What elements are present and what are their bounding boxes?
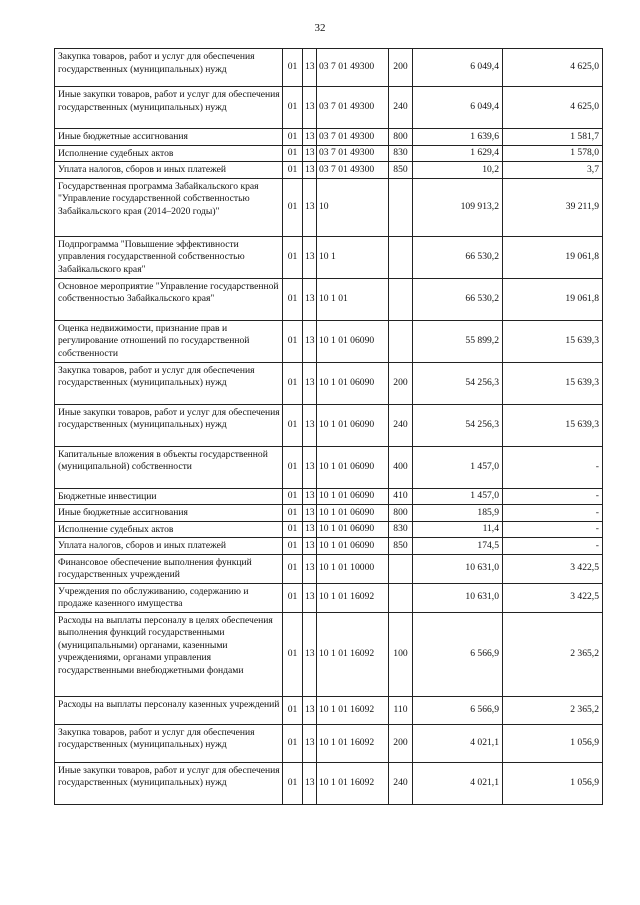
row-amount-1-cell: 6 566,9 (413, 612, 503, 696)
row-amount-2-cell: 15 639,3 (503, 320, 603, 362)
table-row (55, 538, 603, 555)
row-name-cell: Уплата налогов, сборов и иных платежей (55, 538, 283, 555)
row-amount-2-cell: - (503, 505, 603, 522)
row-amount-2-cell: 1 581,7 (503, 129, 603, 146)
row-subsection-cell: 13 (303, 320, 317, 362)
row-subsection-cell: 13 (303, 488, 317, 505)
row-amount-2-cell: 1 578,0 (503, 145, 603, 162)
row-name-cell: Бюджетные инвестиции (55, 488, 283, 505)
row-section-cell: 01 (283, 446, 303, 488)
row-amount-1-cell: 54 256,3 (413, 362, 503, 404)
table-row (55, 612, 603, 696)
row-expense-type-cell: 200 (389, 724, 413, 762)
table-row (55, 87, 603, 129)
row-section-cell: 01 (283, 362, 303, 404)
row-amount-1-cell: 185,9 (413, 505, 503, 522)
table-row (55, 49, 603, 87)
row-subsection-cell: 13 (303, 696, 317, 724)
row-target-code-cell: 10 1 01 10000 (317, 554, 389, 583)
row-amount-1-cell: 54 256,3 (413, 404, 503, 446)
row-expense-type-cell (389, 320, 413, 362)
row-name-cell: Иные бюджетные ассигнования (55, 505, 283, 522)
row-amount-2-cell: 2 365,2 (503, 612, 603, 696)
row-name-cell: Иные закупки товаров, работ и услуг для обеспечения государственных (муниципальных) нужд (55, 404, 283, 446)
row-expense-type-cell (389, 236, 413, 278)
row-subsection-cell: 13 (303, 162, 317, 179)
table-row (55, 129, 603, 146)
row-target-code-cell: 03 7 01 49300 (317, 49, 389, 87)
row-section-cell: 01 (283, 404, 303, 446)
row-target-code-cell: 10 1 (317, 236, 389, 278)
table-row (55, 236, 603, 278)
row-target-code-cell: 10 1 01 16092 (317, 696, 389, 724)
row-section-cell: 01 (283, 612, 303, 696)
row-amount-1-cell: 11,4 (413, 521, 503, 538)
row-section-cell: 01 (283, 583, 303, 612)
row-amount-2-cell: 19 061,8 (503, 278, 603, 320)
row-amount-1-cell: 4 021,1 (413, 724, 503, 762)
table-row (55, 446, 603, 488)
row-section-cell: 01 (283, 538, 303, 555)
row-name-cell: Государственная программа Забайкальского края "Управление государственной собственностью Забайкальского края (2014–2020 годы)" (55, 178, 283, 236)
row-subsection-cell: 13 (303, 178, 317, 236)
row-amount-2-cell: 15 639,3 (503, 362, 603, 404)
row-amount-2-cell: 1 056,9 (503, 762, 603, 804)
row-amount-1-cell: 6 049,4 (413, 87, 503, 129)
row-target-code-cell: 10 1 01 06090 (317, 521, 389, 538)
table-body (55, 49, 603, 805)
row-expense-type-cell: 800 (389, 505, 413, 522)
row-target-code-cell: 10 1 01 (317, 278, 389, 320)
row-subsection-cell: 13 (303, 612, 317, 696)
table-row (55, 178, 603, 236)
row-target-code-cell: 10 1 01 16092 (317, 724, 389, 762)
row-name-cell: Подпрограмма "Повышение эффективности управления государственной собственностью Забайкальского края" (55, 236, 283, 278)
row-section-cell: 01 (283, 762, 303, 804)
row-section-cell: 01 (283, 162, 303, 179)
row-section-cell: 01 (283, 278, 303, 320)
table-row (55, 145, 603, 162)
row-amount-1-cell: 174,5 (413, 538, 503, 555)
row-name-cell: Закупка товаров, работ и услуг для обеспечения государственных (муниципальных) нужд (55, 724, 283, 762)
row-target-code-cell: 10 1 01 06090 (317, 505, 389, 522)
row-amount-1-cell: 10 631,0 (413, 583, 503, 612)
row-expense-type-cell: 200 (389, 49, 413, 87)
row-amount-2-cell: 19 061,8 (503, 236, 603, 278)
row-section-cell: 01 (283, 320, 303, 362)
row-expense-type-cell (389, 583, 413, 612)
row-amount-2-cell: - (503, 538, 603, 555)
row-section-cell: 01 (283, 49, 303, 87)
row-section-cell: 01 (283, 724, 303, 762)
row-expense-type-cell: 400 (389, 446, 413, 488)
table-row (55, 583, 603, 612)
row-target-code-cell: 10 1 01 06090 (317, 362, 389, 404)
row-amount-1-cell: 55 899,2 (413, 320, 503, 362)
row-section-cell: 01 (283, 236, 303, 278)
row-subsection-cell: 13 (303, 724, 317, 762)
row-amount-1-cell: 6 566,9 (413, 696, 503, 724)
row-subsection-cell: 13 (303, 49, 317, 87)
row-expense-type-cell: 100 (389, 612, 413, 696)
row-amount-1-cell: 6 049,4 (413, 49, 503, 87)
row-name-cell: Учреждения по обслуживанию, содержанию и продаже казенного имущества (55, 583, 283, 612)
row-amount-1-cell: 66 530,2 (413, 278, 503, 320)
row-target-code-cell: 10 1 01 06090 (317, 538, 389, 555)
row-target-code-cell: 10 (317, 178, 389, 236)
row-expense-type-cell (389, 554, 413, 583)
row-target-code-cell: 10 1 01 06090 (317, 404, 389, 446)
row-amount-2-cell: 3,7 (503, 162, 603, 179)
table-row (55, 554, 603, 583)
table-row (55, 162, 603, 179)
row-amount-2-cell: 15 639,3 (503, 404, 603, 446)
row-section-cell: 01 (283, 521, 303, 538)
row-subsection-cell: 13 (303, 362, 317, 404)
row-section-cell: 01 (283, 488, 303, 505)
row-name-cell: Расходы на выплаты персоналу казенных учреждений (55, 696, 283, 724)
row-amount-1-cell: 10 631,0 (413, 554, 503, 583)
row-subsection-cell: 13 (303, 129, 317, 146)
row-expense-type-cell: 240 (389, 762, 413, 804)
table-row (55, 362, 603, 404)
row-subsection-cell: 13 (303, 87, 317, 129)
row-target-code-cell: 10 1 01 16092 (317, 762, 389, 804)
row-expense-type-cell: 830 (389, 521, 413, 538)
row-amount-1-cell: 1 457,0 (413, 488, 503, 505)
row-amount-1-cell: 1 639,6 (413, 129, 503, 146)
row-amount-1-cell: 10,2 (413, 162, 503, 179)
row-target-code-cell: 03 7 01 49300 (317, 87, 389, 129)
row-expense-type-cell: 240 (389, 87, 413, 129)
row-section-cell: 01 (283, 145, 303, 162)
row-target-code-cell: 03 7 01 49300 (317, 129, 389, 146)
row-target-code-cell: 10 1 01 06090 (317, 320, 389, 362)
row-expense-type-cell: 200 (389, 362, 413, 404)
row-name-cell: Закупка товаров, работ и услуг для обеспечения государственных (муниципальных) нужд (55, 49, 283, 87)
row-subsection-cell: 13 (303, 278, 317, 320)
row-expense-type-cell (389, 278, 413, 320)
table-row (55, 320, 603, 362)
row-expense-type-cell: 800 (389, 129, 413, 146)
row-target-code-cell: 10 1 01 16092 (317, 612, 389, 696)
row-expense-type-cell: 850 (389, 162, 413, 179)
table-row (55, 488, 603, 505)
row-subsection-cell: 13 (303, 505, 317, 522)
table-row (55, 278, 603, 320)
row-amount-1-cell: 4 021,1 (413, 762, 503, 804)
row-amount-2-cell: 3 422,5 (503, 554, 603, 583)
row-expense-type-cell: 110 (389, 696, 413, 724)
row-section-cell: 01 (283, 129, 303, 146)
row-name-cell: Иные бюджетные ассигнования (55, 129, 283, 146)
budget-table (54, 48, 603, 805)
row-amount-2-cell: 4 625,0 (503, 49, 603, 87)
row-name-cell: Иные закупки товаров, работ и услуг для обеспечения государственных (муниципальных) нужд (55, 762, 283, 804)
row-amount-2-cell: 3 422,5 (503, 583, 603, 612)
row-target-code-cell: 03 7 01 49300 (317, 162, 389, 179)
row-amount-2-cell: - (503, 488, 603, 505)
row-subsection-cell: 13 (303, 236, 317, 278)
row-target-code-cell: 03 7 01 49300 (317, 145, 389, 162)
row-amount-2-cell: 39 211,9 (503, 178, 603, 236)
row-expense-type-cell: 240 (389, 404, 413, 446)
row-section-cell: 01 (283, 87, 303, 129)
table-row (55, 404, 603, 446)
row-name-cell: Капитальные вложения в объекты государственной (муниципальной) собственности (55, 446, 283, 488)
table-row (55, 696, 603, 724)
row-subsection-cell: 13 (303, 404, 317, 446)
row-target-code-cell: 10 1 01 06090 (317, 488, 389, 505)
row-target-code-cell: 10 1 01 16092 (317, 583, 389, 612)
row-subsection-cell: 13 (303, 521, 317, 538)
row-subsection-cell: 13 (303, 446, 317, 488)
table-row (55, 724, 603, 762)
row-name-cell: Иные закупки товаров, работ и услуг для обеспечения государственных (муниципальных) нужд (55, 87, 283, 129)
row-amount-1-cell: 66 530,2 (413, 236, 503, 278)
row-amount-2-cell: 1 056,9 (503, 724, 603, 762)
row-expense-type-cell (389, 178, 413, 236)
row-expense-type-cell: 830 (389, 145, 413, 162)
row-subsection-cell: 13 (303, 762, 317, 804)
row-expense-type-cell: 410 (389, 488, 413, 505)
row-name-cell: Уплата налогов, сборов и иных платежей (55, 162, 283, 179)
row-amount-2-cell: - (503, 521, 603, 538)
row-amount-2-cell: 4 625,0 (503, 87, 603, 129)
row-target-code-cell: 10 1 01 06090 (317, 446, 389, 488)
table-row (55, 505, 603, 522)
row-amount-2-cell: - (503, 446, 603, 488)
row-name-cell: Расходы на выплаты персоналу в целях обеспечения выполнения функций государственными (муниципальными) органами, казенными учреждениями, органами управления государственными внебюджетными фондами (55, 612, 283, 696)
table-row (55, 521, 603, 538)
table-row (55, 762, 603, 804)
page-number: 32 (314, 22, 326, 34)
row-expense-type-cell: 850 (389, 538, 413, 555)
row-name-cell: Исполнение судебных актов (55, 521, 283, 538)
row-amount-1-cell: 1 457,0 (413, 446, 503, 488)
row-subsection-cell: 13 (303, 145, 317, 162)
row-name-cell: Финансовое обеспечение выполнения функций государственных учреждений (55, 554, 283, 583)
row-subsection-cell: 13 (303, 538, 317, 555)
row-name-cell: Оценка недвижимости, признание прав и регулирование отношений по государственной собственности (55, 320, 283, 362)
row-amount-1-cell: 109 913,2 (413, 178, 503, 236)
row-section-cell: 01 (283, 696, 303, 724)
row-subsection-cell: 13 (303, 583, 317, 612)
row-name-cell: Исполнение судебных актов (55, 145, 283, 162)
row-name-cell: Закупка товаров, работ и услуг для обеспечения государственных (муниципальных) нужд (55, 362, 283, 404)
row-name-cell: Основное мероприятие "Управление государственной собственностью Забайкальского края" (55, 278, 283, 320)
row-section-cell: 01 (283, 554, 303, 583)
row-section-cell: 01 (283, 178, 303, 236)
row-subsection-cell: 13 (303, 554, 317, 583)
row-amount-1-cell: 1 629,4 (413, 145, 503, 162)
row-section-cell: 01 (283, 505, 303, 522)
row-amount-2-cell: 2 365,2 (503, 696, 603, 724)
